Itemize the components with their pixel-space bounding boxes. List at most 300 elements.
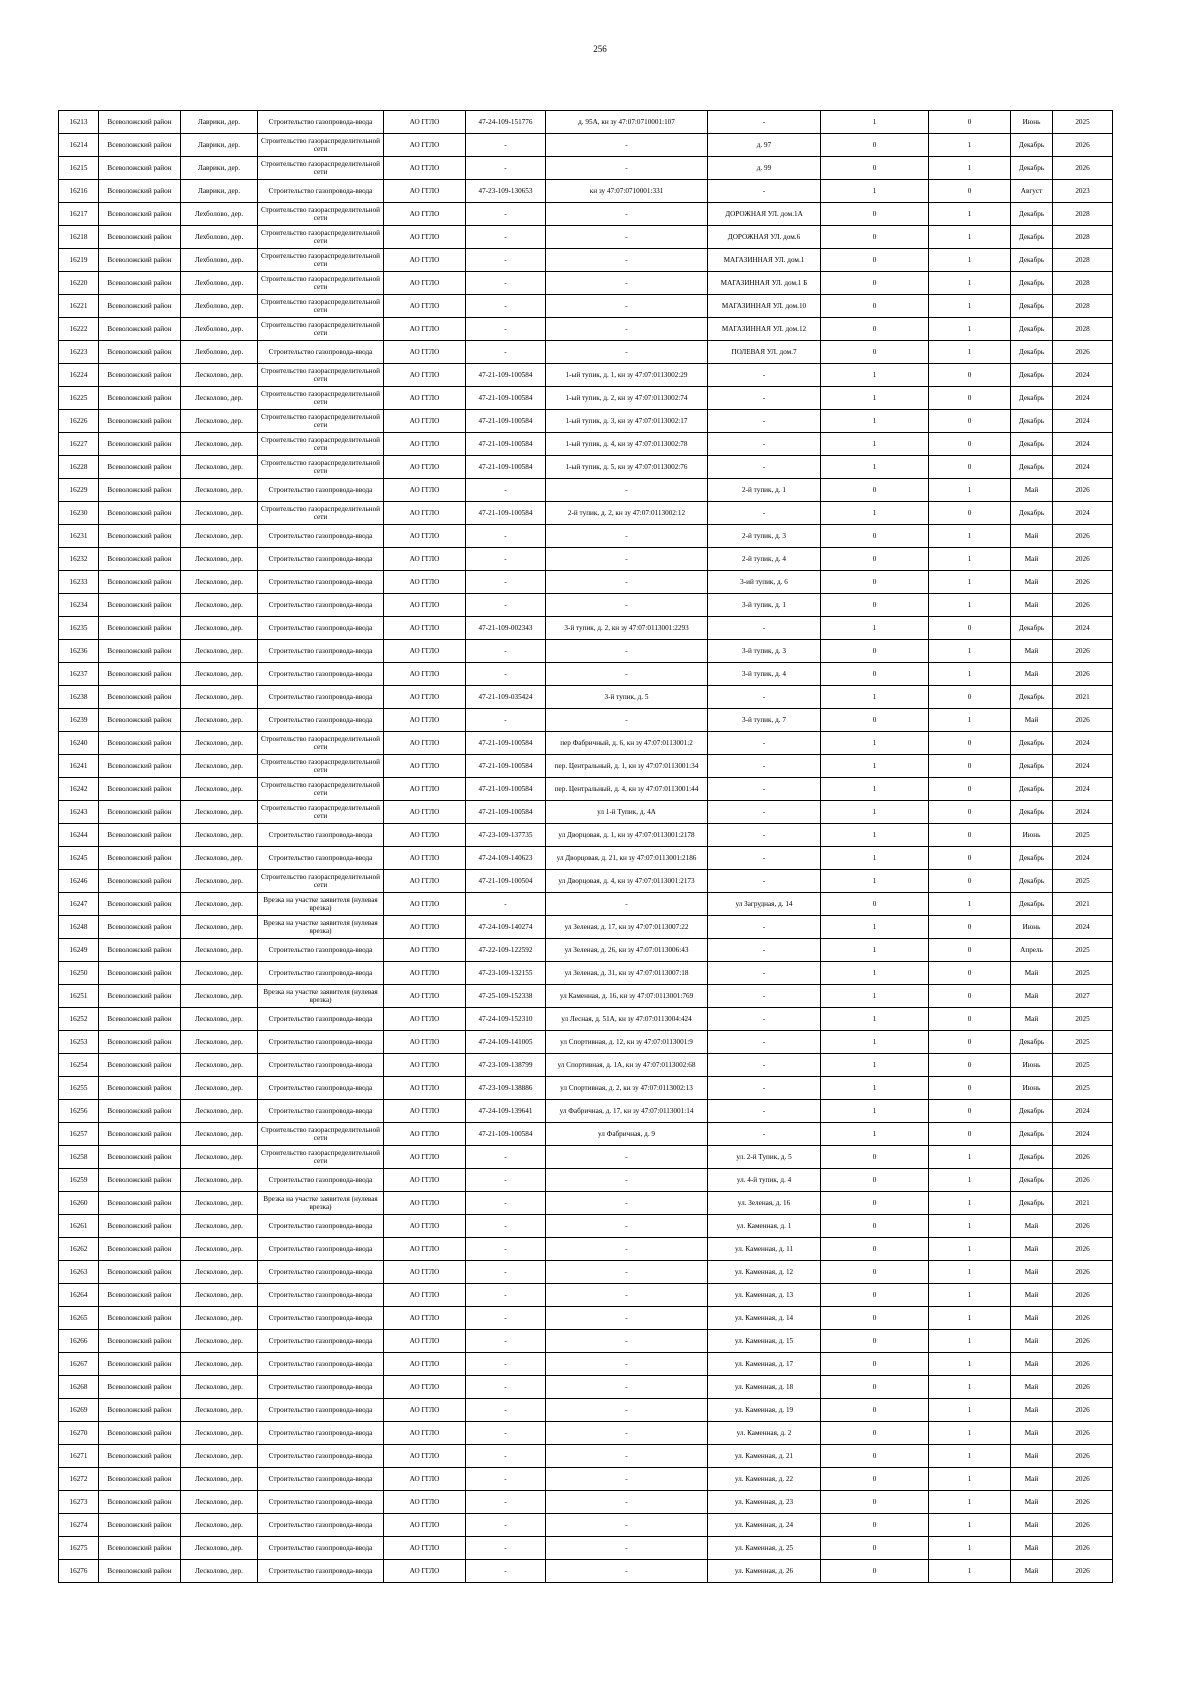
cell-organization: АО ГГЛО xyxy=(384,1307,466,1330)
cell-work-type: Строительство газораспределительной сети xyxy=(258,755,384,778)
cell-organization: АО ГГЛО xyxy=(384,433,466,456)
cell-organization: АО ГГЛО xyxy=(384,1422,466,1445)
cell-value-b: 0 xyxy=(929,778,1011,801)
cell-district: Всеволожский район xyxy=(99,617,181,640)
cell-row-number: 16252 xyxy=(59,1008,99,1031)
cell-application-number: - xyxy=(466,1307,546,1330)
cell-work-type: Строительство газопровода-ввода xyxy=(258,709,384,732)
cell-value-a: 0 xyxy=(821,1468,929,1491)
cell-month: Май xyxy=(1011,594,1053,617)
cell-cadastral-address: - xyxy=(546,1537,708,1560)
cell-cadastral-address: - xyxy=(546,1376,708,1399)
cell-year: 2024 xyxy=(1053,847,1113,870)
cell-cadastral-address: - xyxy=(546,1169,708,1192)
cell-year: 2024 xyxy=(1053,916,1113,939)
cell-organization: АО ГГЛО xyxy=(384,939,466,962)
cell-value-a: 1 xyxy=(821,1100,929,1123)
cell-organization: АО ГГЛО xyxy=(384,410,466,433)
cell-value-b: 1 xyxy=(929,479,1011,502)
cell-year: 2026 xyxy=(1053,1376,1113,1399)
cell-settlement: Лесколово, дер. xyxy=(181,1491,258,1514)
cell-application-number: - xyxy=(466,203,546,226)
cell-cadastral-address: - xyxy=(546,1353,708,1376)
cell-application-number: 47-24-109-140274 xyxy=(466,916,546,939)
cell-value-a: 0 xyxy=(821,548,929,571)
cell-organization: АО ГГЛО xyxy=(384,1468,466,1491)
cell-value-b: 0 xyxy=(929,502,1011,525)
cell-month: Декабрь xyxy=(1011,893,1053,916)
cell-work-type: Строительство газопровода-ввода xyxy=(258,1100,384,1123)
table-row xyxy=(59,962,1113,985)
cell-district: Всеволожский район xyxy=(99,1100,181,1123)
table-row xyxy=(59,778,1113,801)
table-row xyxy=(59,1100,1113,1123)
cell-organization: АО ГГЛО xyxy=(384,134,466,157)
cell-row-number: 16274 xyxy=(59,1514,99,1537)
cell-value-a: 0 xyxy=(821,1376,929,1399)
cell-year: 2026 xyxy=(1053,341,1113,364)
cell-work-type: Строительство газопровода-ввода xyxy=(258,1284,384,1307)
table-row xyxy=(59,1468,1113,1491)
cell-value-a: 0 xyxy=(821,893,929,916)
cell-value-b: 1 xyxy=(929,1468,1011,1491)
cell-address: ул. Каменная, д. 18 xyxy=(708,1376,821,1399)
cell-row-number: 16259 xyxy=(59,1169,99,1192)
cell-address: - xyxy=(708,1100,821,1123)
cell-application-number: 47-21-109-100584 xyxy=(466,732,546,755)
cell-application-number: - xyxy=(466,640,546,663)
cell-organization: АО ГГЛО xyxy=(384,456,466,479)
cell-organization: АО ГГЛО xyxy=(384,732,466,755)
cell-district: Всеволожский район xyxy=(99,801,181,824)
table-row xyxy=(59,1077,1113,1100)
cell-year: 2025 xyxy=(1053,870,1113,893)
cell-month: Май xyxy=(1011,1491,1053,1514)
cell-month: Май xyxy=(1011,1307,1053,1330)
table-row xyxy=(59,870,1113,893)
cell-address: - xyxy=(708,456,821,479)
cell-value-a: 1 xyxy=(821,617,929,640)
table-row xyxy=(59,1399,1113,1422)
cell-work-type: Строительство газораспределительной сети xyxy=(258,387,384,410)
cell-value-b: 1 xyxy=(929,1261,1011,1284)
cell-address: - xyxy=(708,1054,821,1077)
cell-district: Всеволожский район xyxy=(99,847,181,870)
cell-address: ул. Каменная, д. 21 xyxy=(708,1445,821,1468)
cell-value-a: 0 xyxy=(821,1353,929,1376)
table-row xyxy=(59,134,1113,157)
cell-cadastral-address: - xyxy=(546,1215,708,1238)
cell-organization: АО ГГЛО xyxy=(384,1353,466,1376)
cell-settlement: Лесколово, дер. xyxy=(181,1514,258,1537)
cell-application-number: 47-21-109-100584 xyxy=(466,801,546,824)
cell-value-b: 0 xyxy=(929,870,1011,893)
cell-cadastral-address: - xyxy=(546,893,708,916)
cell-cadastral-address: - xyxy=(546,1491,708,1514)
table-row xyxy=(59,755,1113,778)
cell-month: Май xyxy=(1011,1445,1053,1468)
cell-work-type: Строительство газопровода-ввода xyxy=(258,180,384,203)
cell-address: - xyxy=(708,1008,821,1031)
cell-settlement: Лехболово, дер. xyxy=(181,203,258,226)
cell-row-number: 16268 xyxy=(59,1376,99,1399)
cell-application-number: 47-24-109-152310 xyxy=(466,1008,546,1031)
cell-value-a: 0 xyxy=(821,318,929,341)
cell-application-number: 47-21-109-100584 xyxy=(466,410,546,433)
cell-cadastral-address: - xyxy=(546,1468,708,1491)
cell-value-a: 0 xyxy=(821,479,929,502)
cell-value-a: 1 xyxy=(821,1123,929,1146)
cell-address: - xyxy=(708,847,821,870)
cell-row-number: 16260 xyxy=(59,1192,99,1215)
cell-year: 2028 xyxy=(1053,203,1113,226)
cell-value-b: 0 xyxy=(929,1077,1011,1100)
cell-work-type: Строительство газопровода-ввода xyxy=(258,686,384,709)
cell-value-a: 1 xyxy=(821,1031,929,1054)
cell-work-type: Врезка на участке заявителя (нулевая врезка) xyxy=(258,985,384,1008)
cell-cadastral-address: ул Зеленая, д. 31, кн зу 47:07:0113007:18 xyxy=(546,962,708,985)
cell-value-a: 1 xyxy=(821,778,929,801)
cell-value-b: 1 xyxy=(929,226,1011,249)
cell-district: Всеволожский район xyxy=(99,1284,181,1307)
cell-cadastral-address: пер. Центральный, д. 4, кн зу 47:07:0113001:44 xyxy=(546,778,708,801)
cell-application-number: - xyxy=(466,1514,546,1537)
cell-year: 2028 xyxy=(1053,295,1113,318)
cell-value-b: 0 xyxy=(929,1054,1011,1077)
cell-work-type: Строительство газопровода-ввода xyxy=(258,594,384,617)
cell-settlement: Лесколово, дер. xyxy=(181,1422,258,1445)
cell-settlement: Лесколово, дер. xyxy=(181,1146,258,1169)
cell-district: Всеволожский район xyxy=(99,1514,181,1537)
cell-value-a: 0 xyxy=(821,1261,929,1284)
cell-year: 2026 xyxy=(1053,525,1113,548)
cell-work-type: Строительство газопровода-ввода xyxy=(258,939,384,962)
cell-settlement: Лесколово, дер. xyxy=(181,893,258,916)
table-row xyxy=(59,479,1113,502)
cell-month: Май xyxy=(1011,1422,1053,1445)
table-row xyxy=(59,939,1113,962)
cell-address: МАГАЗИННАЯ УЛ. дом.1 Б xyxy=(708,272,821,295)
cell-district: Всеволожский район xyxy=(99,962,181,985)
cell-organization: АО ГГЛО xyxy=(384,916,466,939)
cell-value-b: 0 xyxy=(929,364,1011,387)
cell-value-a: 0 xyxy=(821,272,929,295)
cell-month: Декабрь xyxy=(1011,341,1053,364)
cell-work-type: Строительство газопровода-ввода xyxy=(258,111,384,134)
cell-value-b: 1 xyxy=(929,1560,1011,1583)
cell-work-type: Строительство газопровода-ввода xyxy=(258,1008,384,1031)
cell-month: Декабрь xyxy=(1011,502,1053,525)
cell-application-number: - xyxy=(466,1192,546,1215)
cell-work-type: Строительство газораспределительной сети xyxy=(258,456,384,479)
cell-district: Всеволожский район xyxy=(99,387,181,410)
table-row xyxy=(59,249,1113,272)
cell-settlement: Лесколово, дер. xyxy=(181,1100,258,1123)
cell-value-b: 0 xyxy=(929,1123,1011,1146)
cell-work-type: Строительство газораспределительной сети xyxy=(258,870,384,893)
cell-organization: АО ГГЛО xyxy=(384,847,466,870)
cell-row-number: 16238 xyxy=(59,686,99,709)
cell-cadastral-address: - xyxy=(546,249,708,272)
cell-organization: АО ГГЛО xyxy=(384,870,466,893)
cell-settlement: Лехболово, дер. xyxy=(181,249,258,272)
table-row xyxy=(59,410,1113,433)
cell-address: ул. Каменная, д. 11 xyxy=(708,1238,821,1261)
cell-value-b: 1 xyxy=(929,1192,1011,1215)
table-row xyxy=(59,640,1113,663)
cell-cadastral-address: 2-й тупик, д. 2, кн зу 47:07:0113002:12 xyxy=(546,502,708,525)
table-row xyxy=(59,341,1113,364)
cell-value-a: 0 xyxy=(821,157,929,180)
table-row xyxy=(59,847,1113,870)
cell-cadastral-address: ул Спортивная, д. 1А, кн зу 47:07:0113002:68 xyxy=(546,1054,708,1077)
cell-settlement: Лесколово, дер. xyxy=(181,1399,258,1422)
cell-organization: АО ГГЛО xyxy=(384,755,466,778)
cell-address: - xyxy=(708,686,821,709)
cell-district: Всеволожский район xyxy=(99,1353,181,1376)
cell-address: МАГАЗИННАЯ УЛ. дом.1 xyxy=(708,249,821,272)
cell-row-number: 16263 xyxy=(59,1261,99,1284)
cell-address: ул. Каменная, д. 24 xyxy=(708,1514,821,1537)
cell-address: д. 99 xyxy=(708,157,821,180)
cell-row-number: 16231 xyxy=(59,525,99,548)
cell-row-number: 16258 xyxy=(59,1146,99,1169)
cell-settlement: Лехболово, дер. xyxy=(181,226,258,249)
cell-organization: АО ГГЛО xyxy=(384,387,466,410)
cell-application-number: - xyxy=(466,1560,546,1583)
cell-value-b: 0 xyxy=(929,755,1011,778)
cell-row-number: 16215 xyxy=(59,157,99,180)
cell-month: Май xyxy=(1011,1261,1053,1284)
cell-value-b: 0 xyxy=(929,433,1011,456)
cell-row-number: 16240 xyxy=(59,732,99,755)
cell-value-b: 0 xyxy=(929,939,1011,962)
cell-organization: АО ГГЛО xyxy=(384,203,466,226)
cell-application-number: - xyxy=(466,226,546,249)
cell-address: 3-й тупик, д. 1 xyxy=(708,594,821,617)
cell-value-b: 1 xyxy=(929,548,1011,571)
cell-month: Декабрь xyxy=(1011,732,1053,755)
table-row xyxy=(59,686,1113,709)
cell-organization: АО ГГЛО xyxy=(384,1261,466,1284)
cell-row-number: 16249 xyxy=(59,939,99,962)
cell-month: Май xyxy=(1011,1330,1053,1353)
cell-cadastral-address: 1-ый тупик, д. 3, кн зу 47:07:0113002:17 xyxy=(546,410,708,433)
cell-application-number: - xyxy=(466,157,546,180)
cell-value-b: 1 xyxy=(929,272,1011,295)
cell-settlement: Лесколово, дер. xyxy=(181,1284,258,1307)
cell-application-number: 47-24-109-140623 xyxy=(466,847,546,870)
cell-month: Май xyxy=(1011,1537,1053,1560)
cell-value-a: 1 xyxy=(821,180,929,203)
cell-row-number: 16264 xyxy=(59,1284,99,1307)
cell-value-b: 1 xyxy=(929,640,1011,663)
cell-year: 2025 xyxy=(1053,1008,1113,1031)
cell-year: 2028 xyxy=(1053,249,1113,272)
cell-organization: АО ГГЛО xyxy=(384,295,466,318)
cell-address: 3-й тупик, д. 4 xyxy=(708,663,821,686)
cell-value-a: 0 xyxy=(821,1445,929,1468)
cell-district: Всеволожский район xyxy=(99,548,181,571)
cell-work-type: Строительство газораспределительной сети xyxy=(258,157,384,180)
cell-value-a: 1 xyxy=(821,732,929,755)
cell-value-b: 1 xyxy=(929,709,1011,732)
cell-month: Апрель xyxy=(1011,939,1053,962)
cell-settlement: Лесколово, дер. xyxy=(181,1353,258,1376)
cell-district: Всеволожский район xyxy=(99,1468,181,1491)
cell-row-number: 16273 xyxy=(59,1491,99,1514)
table-row xyxy=(59,1376,1113,1399)
cell-value-b: 1 xyxy=(929,1422,1011,1445)
cell-organization: АО ГГЛО xyxy=(384,1445,466,1468)
cell-year: 2026 xyxy=(1053,1284,1113,1307)
cell-application-number: 47-21-109-035424 xyxy=(466,686,546,709)
cell-value-a: 0 xyxy=(821,709,929,732)
cell-row-number: 16244 xyxy=(59,824,99,847)
cell-year: 2024 xyxy=(1053,410,1113,433)
cell-year: 2026 xyxy=(1053,640,1113,663)
cell-address: ДОРОЖНАЯ УЛ. дом.1А xyxy=(708,203,821,226)
cell-value-a: 1 xyxy=(821,755,929,778)
cell-work-type: Строительство газопровода-ввода xyxy=(258,1422,384,1445)
cell-settlement: Лесколово, дер. xyxy=(181,1537,258,1560)
cell-row-number: 16243 xyxy=(59,801,99,824)
cell-year: 2026 xyxy=(1053,1261,1113,1284)
cell-year: 2026 xyxy=(1053,1422,1113,1445)
cell-value-b: 1 xyxy=(929,1169,1011,1192)
cell-district: Всеволожский район xyxy=(99,985,181,1008)
cell-address: - xyxy=(708,985,821,1008)
table-row xyxy=(59,272,1113,295)
cell-organization: АО ГГЛО xyxy=(384,985,466,1008)
cell-organization: АО ГГЛО xyxy=(384,1491,466,1514)
cell-value-b: 0 xyxy=(929,1031,1011,1054)
cell-work-type: Строительство газораспределительной сети xyxy=(258,203,384,226)
cell-address: ул. Каменная, д. 25 xyxy=(708,1537,821,1560)
cell-organization: АО ГГЛО xyxy=(384,502,466,525)
cell-year: 2028 xyxy=(1053,272,1113,295)
cell-address: ул. Каменная, д. 14 xyxy=(708,1307,821,1330)
cell-value-b: 1 xyxy=(929,295,1011,318)
cell-value-b: 1 xyxy=(929,1376,1011,1399)
cell-row-number: 16275 xyxy=(59,1537,99,1560)
table-row xyxy=(59,916,1113,939)
table-row xyxy=(59,1238,1113,1261)
cell-cadastral-address: ул 1-й Тупик, д. 4А xyxy=(546,801,708,824)
cell-month: Декабрь xyxy=(1011,295,1053,318)
cell-organization: АО ГГЛО xyxy=(384,1169,466,1192)
cell-address: 2-й тупик, д. 4 xyxy=(708,548,821,571)
cell-settlement: Лесколово, дер. xyxy=(181,433,258,456)
cell-settlement: Лесколово, дер. xyxy=(181,1169,258,1192)
cell-value-a: 0 xyxy=(821,203,929,226)
cell-address: - xyxy=(708,870,821,893)
cell-month: Май xyxy=(1011,1376,1053,1399)
cell-value-a: 0 xyxy=(821,525,929,548)
cell-district: Всеволожский район xyxy=(99,1330,181,1353)
cell-work-type: Строительство газопровода-ввода xyxy=(258,1330,384,1353)
cell-cadastral-address: 3-й тупик, д. 2, кн зу 47:07:0113001:2293 xyxy=(546,617,708,640)
cell-application-number: - xyxy=(466,1399,546,1422)
cell-address: - xyxy=(708,410,821,433)
table-row xyxy=(59,732,1113,755)
cell-work-type: Строительство газопровода-ввода xyxy=(258,1307,384,1330)
cell-row-number: 16225 xyxy=(59,387,99,410)
cell-row-number: 16265 xyxy=(59,1307,99,1330)
table-row xyxy=(59,1008,1113,1031)
cell-row-number: 16229 xyxy=(59,479,99,502)
cell-year: 2024 xyxy=(1053,433,1113,456)
cell-year: 2026 xyxy=(1053,1215,1113,1238)
cell-application-number: - xyxy=(466,525,546,548)
cell-district: Всеволожский район xyxy=(99,1238,181,1261)
cell-address: 2-й тупик, д. 1 xyxy=(708,479,821,502)
table-row xyxy=(59,295,1113,318)
cell-cadastral-address: ул Дворцовая, д. 21, кн зу 47:07:0113001:2186 xyxy=(546,847,708,870)
cell-district: Всеволожский район xyxy=(99,686,181,709)
cell-value-a: 0 xyxy=(821,1192,929,1215)
cell-year: 2024 xyxy=(1053,801,1113,824)
cell-value-b: 1 xyxy=(929,1491,1011,1514)
cell-application-number: - xyxy=(466,1261,546,1284)
cell-cadastral-address: - xyxy=(546,663,708,686)
cell-value-a: 1 xyxy=(821,456,929,479)
cell-month: Декабрь xyxy=(1011,1123,1053,1146)
cell-address: 3-й тупик, д. 7 xyxy=(708,709,821,732)
cell-row-number: 16235 xyxy=(59,617,99,640)
cell-organization: АО ГГЛО xyxy=(384,364,466,387)
table-row xyxy=(59,1422,1113,1445)
cell-value-a: 0 xyxy=(821,1330,929,1353)
cell-value-b: 1 xyxy=(929,203,1011,226)
cell-application-number: - xyxy=(466,571,546,594)
cell-value-a: 1 xyxy=(821,410,929,433)
cell-application-number: - xyxy=(466,1537,546,1560)
cell-work-type: Врезка на участке заявителя (нулевая врезка) xyxy=(258,916,384,939)
cell-work-type: Строительство газопровода-ввода xyxy=(258,1169,384,1192)
cell-application-number: - xyxy=(466,1169,546,1192)
cell-row-number: 16219 xyxy=(59,249,99,272)
cell-value-b: 0 xyxy=(929,824,1011,847)
cell-month: Декабрь xyxy=(1011,203,1053,226)
cell-work-type: Строительство газораспределительной сети xyxy=(258,433,384,456)
cell-cadastral-address: 1-ый тупик, д. 5, кн зу 47:07:0113002:76 xyxy=(546,456,708,479)
cell-value-b: 0 xyxy=(929,387,1011,410)
cell-settlement: Лесколово, дер. xyxy=(181,548,258,571)
cell-settlement: Лесколово, дер. xyxy=(181,1077,258,1100)
cell-value-b: 1 xyxy=(929,318,1011,341)
cell-cadastral-address: - xyxy=(546,1445,708,1468)
cell-district: Всеволожский район xyxy=(99,755,181,778)
cell-row-number: 16227 xyxy=(59,433,99,456)
cell-work-type: Строительство газораспределительной сети xyxy=(258,732,384,755)
cell-district: Всеволожский район xyxy=(99,1146,181,1169)
cell-address: - xyxy=(708,755,821,778)
cell-row-number: 16242 xyxy=(59,778,99,801)
cell-settlement: Лесколово, дер. xyxy=(181,1008,258,1031)
cell-month: Май xyxy=(1011,663,1053,686)
cell-month: Май xyxy=(1011,962,1053,985)
cell-district: Всеволожский район xyxy=(99,1376,181,1399)
cell-settlement: Лаврики, дер. xyxy=(181,180,258,203)
cell-cadastral-address: ул Спортивная, д. 2, кн зу 47:07:0113002:13 xyxy=(546,1077,708,1100)
cell-month: Май xyxy=(1011,985,1053,1008)
cell-month: Декабрь xyxy=(1011,433,1053,456)
table-row xyxy=(59,1560,1113,1583)
cell-organization: АО ГГЛО xyxy=(384,157,466,180)
cell-application-number: - xyxy=(466,893,546,916)
cell-value-b: 0 xyxy=(929,410,1011,433)
